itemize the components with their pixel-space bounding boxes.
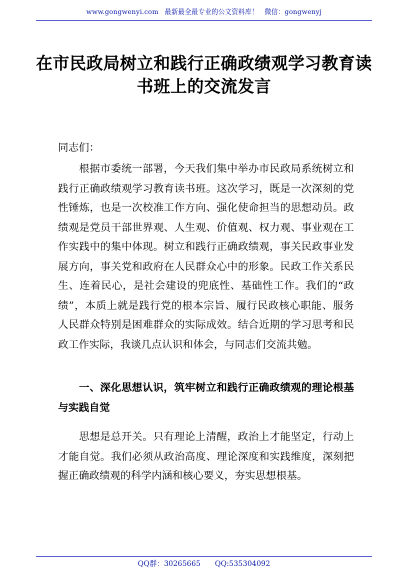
header-website-link[interactable]: www.gongwenyi.com bbox=[86, 8, 159, 16]
paragraph-1: 根据市委统一部署，今天我们集中举办市民政局系统树立和践行正确政绩观学习教育读书班。这次学习，既是一次深刻的党性锤炼，也是一次校准工作方向、强化使命担当的思想动员。政绩观是党员干部世界观、人生观、价值观、权力观、事业观在工作实践中的集中体现。树立和践行正确政绩观，事关民政事业发展方向，事关党和政府在人民群众心中的形象。民政工作关系民生、连着民心，是社会建设的兜底性、基础性工作。我们的“政绩”，本质上就是践行党的根本宗旨、履行民政核心职能、服务人民群众特别是困难群众的实际成效。结合近期的学习思考和民政工作实际，我谈几点认识和体会，与同志们交流共勉。 bbox=[58, 163, 354, 351]
paragraph-2: 思想是总开关。只有理论上清醒，政治上才能坚定，行动上才能自觉。我们必须从政治高度、理论深度和实践维度，深刻把握正确政绩观的科学内涵和核心要义，夯实思想根基。 bbox=[58, 431, 354, 482]
page-footer bbox=[0, 559, 408, 569]
section-heading-1: 一、深化思想认识，筑牢树立和践行正确政绩观的理论根基与实践自觉 bbox=[58, 382, 354, 414]
greeting: 同志们： bbox=[58, 142, 100, 154]
footer-qq: QQ:535304092 bbox=[214, 559, 271, 568]
header-slogan: 最新最全最专业的公文资料库！ bbox=[164, 8, 259, 16]
footer-divider bbox=[36, 556, 372, 557]
header-wechat: 微信：gongwenyj bbox=[264, 8, 322, 16]
document-title: 在市民政局树立和践行正确政绩观学习教育读书班上的交流发言 bbox=[36, 54, 372, 96]
page-header bbox=[0, 6, 408, 16]
header-divider bbox=[36, 20, 372, 21]
footer-qq-group: QQ群：30265665 bbox=[137, 559, 201, 568]
